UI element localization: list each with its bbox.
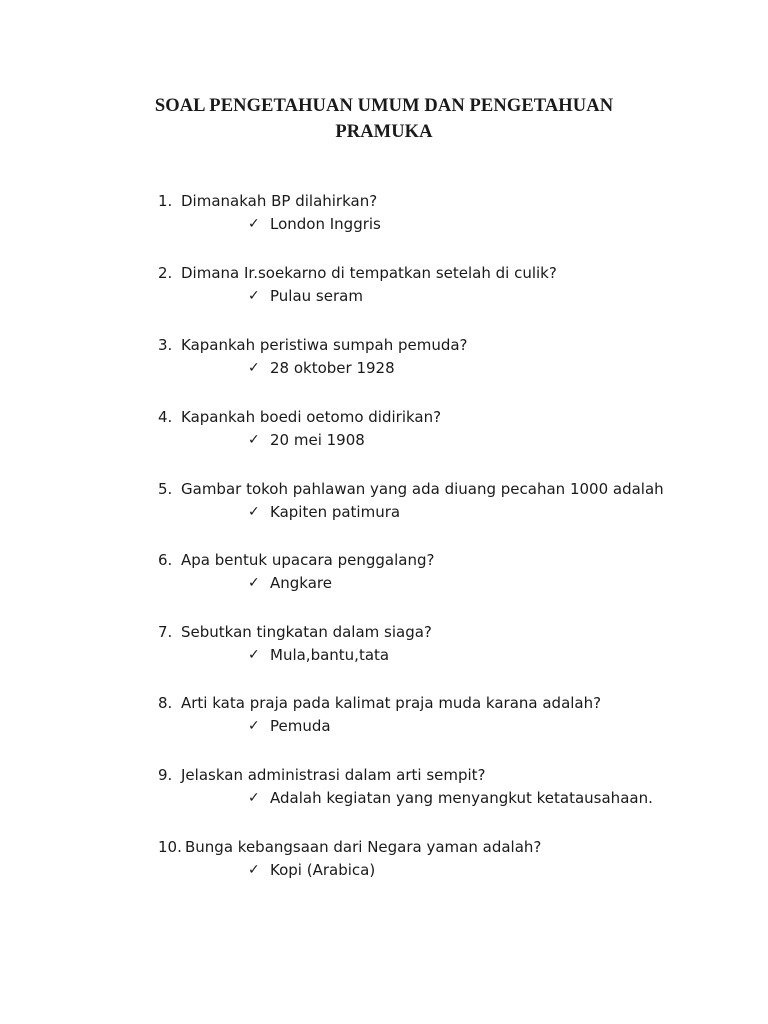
- question-number: 2.: [158, 264, 173, 282]
- question-text: Kapankah boedi oetomo didirikan?: [181, 408, 442, 426]
- answer-text: 20 mei 1908: [270, 431, 365, 449]
- question-item-10: [158, 836, 718, 882]
- question-number: 1.: [158, 192, 173, 210]
- question-text: Arti kata praja pada kalimat praja muda karana adalah?: [181, 694, 602, 712]
- question-number: 6.: [158, 551, 173, 569]
- checkmark-icon: ✓: [248, 288, 260, 304]
- question-number: 8.: [158, 694, 173, 712]
- checkmark-icon: ✓: [248, 504, 260, 520]
- question-item-4: [158, 406, 718, 452]
- question-text: Dimana Ir.soekarno di tempatkan setelah di culik?: [181, 264, 557, 282]
- question-number: 4.: [158, 408, 173, 426]
- answer-text: Kopi (Arabica): [270, 861, 376, 879]
- question-number: 3.: [158, 336, 173, 354]
- answer-text: Kapiten patimura: [270, 503, 401, 521]
- question-text: Apa bentuk upacara penggalang?: [181, 551, 435, 569]
- answer-text: Angkare: [270, 574, 332, 592]
- question-number: 10.: [158, 838, 182, 856]
- answer-text: London Inggris: [270, 215, 381, 233]
- document-title: [100, 93, 668, 145]
- question-text: Dimanakah BP dilahirkan?: [181, 192, 378, 210]
- question-number: 5.: [158, 480, 173, 498]
- checkmark-icon: ✓: [248, 862, 260, 878]
- checkmark-icon: ✓: [248, 647, 260, 663]
- question-item-2: [158, 262, 718, 308]
- question-item-6: [158, 549, 718, 595]
- question-item-9: [158, 764, 718, 810]
- question-text: Sebutkan tingkatan dalam siaga?: [181, 623, 432, 641]
- question-item-1: [158, 190, 718, 236]
- checkmark-icon: ✓: [248, 718, 260, 734]
- question-item-7: [158, 621, 718, 667]
- question-text: Kapankah peristiwa sumpah pemuda?: [181, 336, 468, 354]
- checkmark-icon: ✓: [248, 360, 260, 376]
- checkmark-icon: ✓: [248, 790, 260, 806]
- checkmark-icon: ✓: [248, 216, 260, 232]
- answer-text: Pulau seram: [270, 287, 363, 305]
- checkmark-icon: ✓: [248, 432, 260, 448]
- answer-text: 28 oktober 1928: [270, 359, 395, 377]
- question-number: 7.: [158, 623, 173, 641]
- question-number: 9.: [158, 766, 173, 784]
- answer-text: Adalah kegiatan yang menyangkut ketatausahaan.: [270, 789, 653, 807]
- question-item-3: [158, 334, 718, 380]
- question-item-5: [158, 478, 718, 524]
- title-line-2: PRAMUKA: [335, 122, 433, 142]
- checkmark-icon: ✓: [248, 575, 260, 591]
- question-text: Bunga kebangsaan dari Negara yaman adalah?: [185, 838, 542, 856]
- question-text: Gambar tokoh pahlawan yang ada diuang pecahan 1000 adalah: [181, 480, 664, 498]
- answer-text: Pemuda: [270, 717, 331, 735]
- question-text: Jelaskan administrasi dalam arti sempit?: [181, 766, 486, 784]
- question-item-8: [158, 692, 718, 738]
- answer-text: Mula,bantu,tata: [270, 646, 390, 664]
- title-line-1: SOAL PENGETAHUAN UMUM DAN PENGETAHUAN: [154, 96, 614, 116]
